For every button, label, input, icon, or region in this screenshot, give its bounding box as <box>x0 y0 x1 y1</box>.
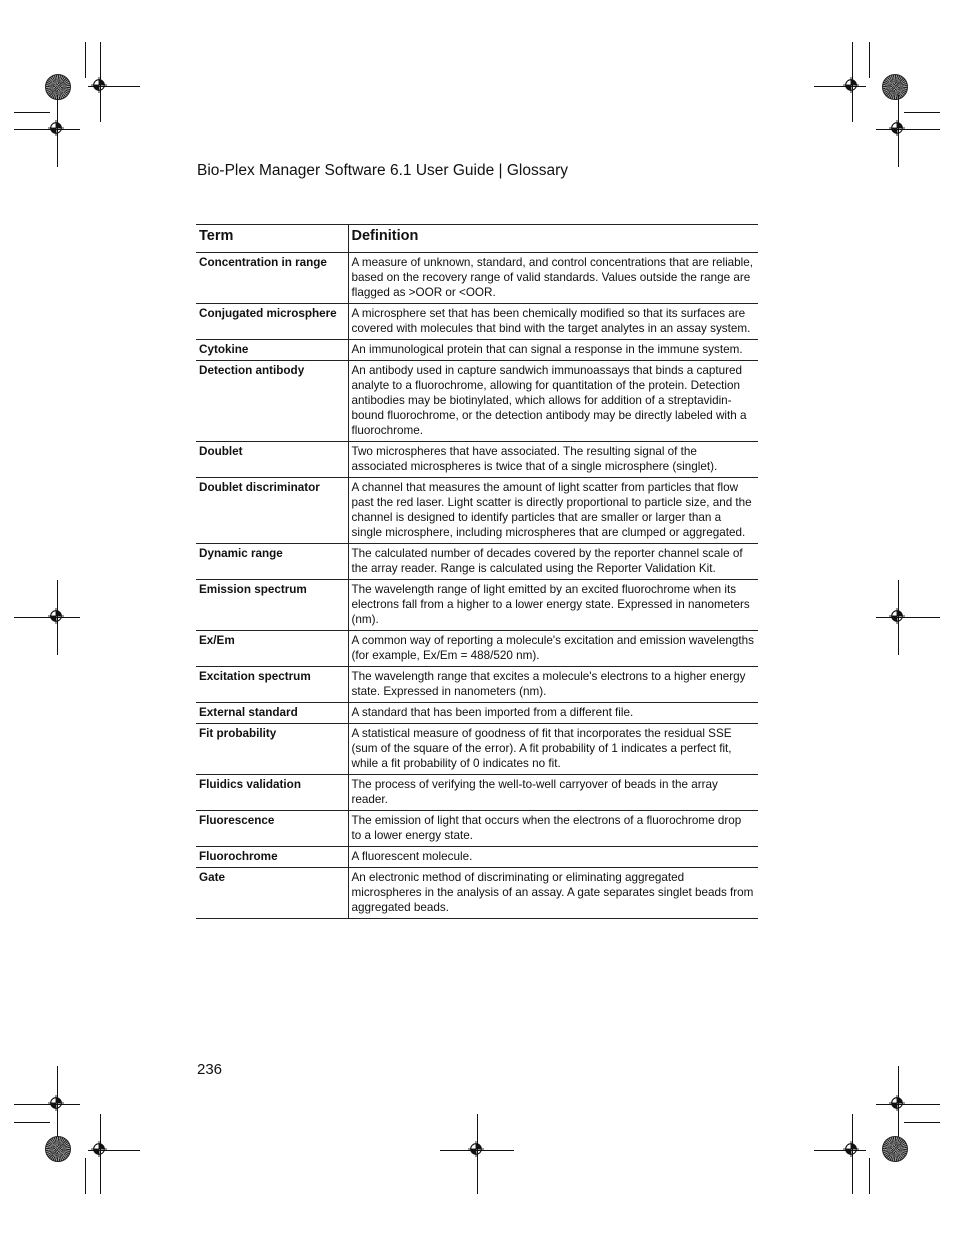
glossary-term: Doublet <box>196 442 348 478</box>
crop-line <box>14 617 80 618</box>
crop-line <box>14 129 80 130</box>
table-row <box>196 847 758 868</box>
registration-mark-icon <box>91 77 107 93</box>
registration-mark-icon <box>843 77 859 93</box>
crop-line <box>869 1158 870 1194</box>
registration-mark-icon <box>48 120 64 136</box>
glossary-table <box>196 224 758 919</box>
crop-line <box>869 42 870 78</box>
glossary-definition: A channel that measures the amount of light scatter from particles that flow past the red laser. Light scatter is directly proportional to particle size, and the channel is designed to identify particles that are smaller or larger than a single microsphere, including microspheres that are clumped or aggregated. <box>348 478 758 544</box>
glossary-term: Excitation spectrum <box>196 667 348 703</box>
crop-line <box>85 42 86 78</box>
registration-mark-icon <box>889 608 905 624</box>
glossary-definition: The wavelength range of light emitted by an excited fluorochrome when its electrons fall from a higher to a lower energy state. Expressed in nanometers (nm). <box>348 580 758 631</box>
glossary-definition: The emission of light that occurs when the electrons of a fluorochrome drop to a lower energy state. <box>348 811 758 847</box>
table-row <box>196 811 758 847</box>
page-number: 236 <box>197 1061 223 1078</box>
glossary-term: Fluorescence <box>196 811 348 847</box>
glossary-definition: An antibody used in capture sandwich immunoassays that binds a captured analyte to a fluorochrome, allowing for quantitation of the protein. Detection antibodies may be biotinylated, which allows for addition of a streptavidin-bound fluorochrome, or the detection antibody may be directly labeled with a fluorochrome. <box>348 361 758 442</box>
glossary-term: Doublet discriminator <box>196 478 348 544</box>
crop-line <box>14 112 50 113</box>
crop-line <box>876 129 940 130</box>
glossary-definition: A fluorescent molecule. <box>348 847 758 868</box>
registration-mark-icon <box>48 608 64 624</box>
glossary-definition: A statistical measure of goodness of fit that incorporates the residual SSE (sum of the square of the error). A fit probability of 1 indicates a perfect fit, while a fit probability of 0 indicates no fit. <box>348 724 758 775</box>
table-header-row <box>196 225 758 253</box>
table-row <box>196 361 758 442</box>
glossary-term: Fluorochrome <box>196 847 348 868</box>
registration-mark-icon <box>889 1095 905 1111</box>
glossary-definition: A measure of unknown, standard, and control concentrations that are reliable, based on the recovery range of valid standards. Values outside the range are flagged as >OOR or <OOR. <box>348 253 758 304</box>
table-row <box>196 868 758 919</box>
table-row <box>196 253 758 304</box>
glossary-definition: An electronic method of discriminating or eliminating aggregated microspheres in the analysis of an assay. A gate separates singlet beads from aggregated beads. <box>348 868 758 919</box>
crop-line <box>876 1104 940 1105</box>
crop-line <box>477 1114 478 1194</box>
crop-line <box>14 1122 50 1123</box>
color-swatch-icon <box>45 1136 71 1162</box>
glossary-term: Gate <box>196 868 348 919</box>
crop-line <box>100 1114 101 1194</box>
table-row <box>196 442 758 478</box>
registration-mark-icon <box>91 1141 107 1157</box>
crop-line <box>904 112 940 113</box>
glossary-definition: A microsphere set that has been chemically modified so that its surfaces are covered with molecules that bind with the target analytes in an assay system. <box>348 304 758 340</box>
glossary-term: Detection antibody <box>196 361 348 442</box>
registration-mark-icon <box>48 1095 64 1111</box>
glossary-term: Ex/Em <box>196 631 348 667</box>
crop-line <box>57 95 58 167</box>
glossary-definition: An immunological protein that can signal a response in the immune system. <box>348 340 758 361</box>
table-row <box>196 304 758 340</box>
crop-line <box>898 1066 899 1142</box>
crop-line <box>57 1066 58 1142</box>
glossary-definition: A standard that has been imported from a different file. <box>348 703 758 724</box>
color-swatch-icon <box>45 74 71 100</box>
glossary-term: Cytokine <box>196 340 348 361</box>
crop-line <box>898 580 899 655</box>
page-header: Bio-Plex Manager Software 6.1 User Guide | Glossary <box>197 162 569 179</box>
glossary-term: External standard <box>196 703 348 724</box>
table-row <box>196 631 758 667</box>
glossary-definition: Two microspheres that have associated. The resulting signal of the associated microspheres is twice that of a single microsphere (singlet). <box>348 442 758 478</box>
glossary-definition: The process of verifying the well-to-well carryover of beads in the array reader. <box>348 775 758 811</box>
glossary-term: Dynamic range <box>196 544 348 580</box>
glossary-term: Emission spectrum <box>196 580 348 631</box>
table-row <box>196 724 758 775</box>
table-row <box>196 580 758 631</box>
glossary-definition: The calculated number of decades covered by the reporter channel scale of the array reader. Range is calculated using the Reporter Validation Kit. <box>348 544 758 580</box>
crop-line <box>814 86 866 87</box>
crop-line <box>14 1104 80 1105</box>
crop-line <box>88 1150 140 1151</box>
crop-line <box>898 95 899 167</box>
crop-line <box>852 1114 853 1194</box>
table-row <box>196 775 758 811</box>
crop-line <box>88 86 140 87</box>
glossary-term: Concentration in range <box>196 253 348 304</box>
crop-line <box>876 617 940 618</box>
color-swatch-icon <box>882 1136 908 1162</box>
registration-mark-icon <box>468 1141 484 1157</box>
crop-line <box>100 42 101 122</box>
glossary-term: Fluidics validation <box>196 775 348 811</box>
table-row <box>196 340 758 361</box>
column-header-definition: Definition <box>348 225 758 253</box>
table-row <box>196 478 758 544</box>
glossary-term: Conjugated microsphere <box>196 304 348 340</box>
table-row <box>196 544 758 580</box>
glossary-term: Fit probability <box>196 724 348 775</box>
table-row <box>196 667 758 703</box>
color-swatch-icon <box>882 74 908 100</box>
crop-line <box>852 42 853 122</box>
crop-line <box>904 1122 940 1123</box>
glossary-definition: The wavelength range that excites a molecule's electrons to a higher energy state. Expressed in nanometers (nm). <box>348 667 758 703</box>
glossary-definition: A common way of reporting a molecule's excitation and emission wavelengths (for example, Ex/Em = 488/520 nm). <box>348 631 758 667</box>
column-header-term: Term <box>196 225 348 253</box>
registration-mark-icon <box>843 1141 859 1157</box>
crop-line <box>57 580 58 655</box>
table-row <box>196 703 758 724</box>
crop-line <box>85 1158 86 1194</box>
crop-line <box>814 1150 866 1151</box>
registration-mark-icon <box>889 120 905 136</box>
